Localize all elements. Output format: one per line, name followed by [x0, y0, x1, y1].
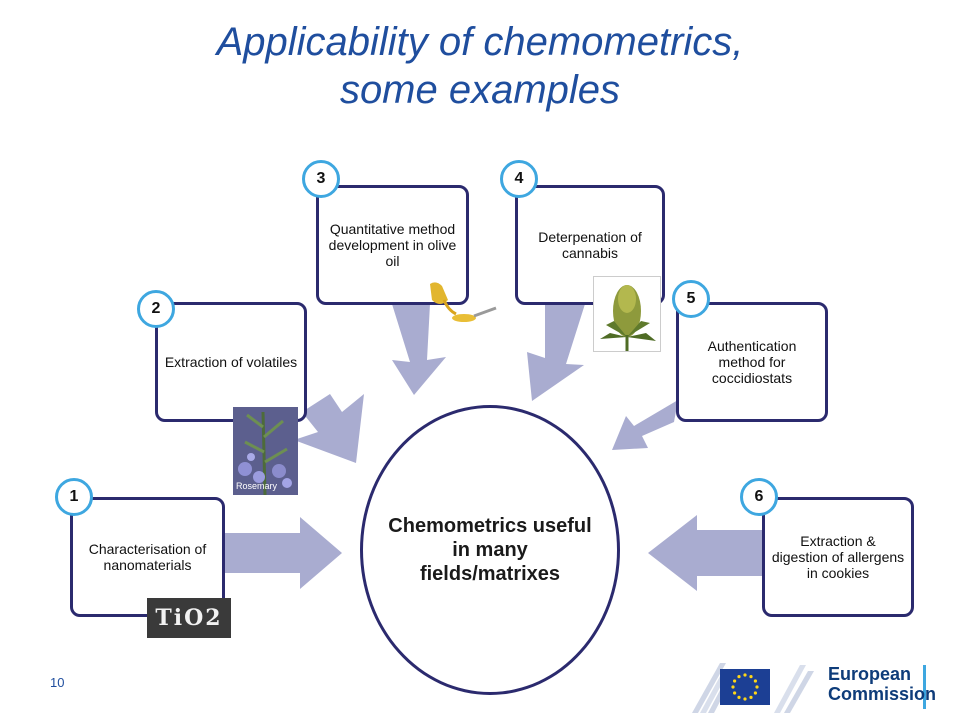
arrow-5 [612, 400, 678, 450]
example-badge-1: 1 [55, 478, 93, 516]
hub-circle [360, 405, 620, 695]
rosemary-label: Rosemary [236, 481, 278, 491]
arrow-1 [222, 517, 342, 589]
example-label-1: Characterisation of nanomaterials [88, 541, 207, 573]
olive-oil-drawing [426, 278, 498, 326]
european-commission-wordmark [828, 664, 936, 704]
hub-label: Chemometrics useful in many fields/matrixes [388, 515, 592, 585]
example-label-6: Extraction & digestion of allergens in cookies [771, 533, 905, 581]
example-label-4: Deterpenation of cannabis [538, 229, 642, 261]
example-label-5: Authentication method for coccidiostats [707, 338, 797, 386]
arrow-4 [527, 304, 585, 401]
example-badge-6: 6 [740, 478, 778, 516]
tio2-image [147, 598, 231, 638]
org-line-1: European [828, 664, 912, 684]
title-line-2: some examples [339, 68, 621, 112]
title-line-1: Applicability of chemometrics, [216, 20, 744, 64]
rosemary-image [233, 407, 298, 495]
example-box-5 [676, 302, 828, 422]
olive-oil-image [426, 278, 498, 326]
example-badge-5: 5 [672, 280, 710, 318]
org-line-2: Commission [828, 684, 937, 704]
example-label-3: Quantitative method development in olive oil [328, 221, 457, 269]
example-badge-3: 3 [302, 160, 340, 198]
example-label-2: Extraction of volatiles [164, 354, 298, 370]
cannabis-drawing [594, 277, 660, 351]
example-badge-2: 2 [137, 290, 175, 328]
example-badge-4: 4 [500, 160, 538, 198]
example-box-2 [155, 302, 307, 422]
example-box-6 [762, 497, 914, 617]
arrow-6 [648, 515, 762, 591]
tio2-label: TiO2 [155, 605, 223, 631]
building-lines-right-icon [774, 665, 814, 713]
page-number: 10 [50, 675, 65, 690]
cannabis-image [593, 276, 661, 352]
